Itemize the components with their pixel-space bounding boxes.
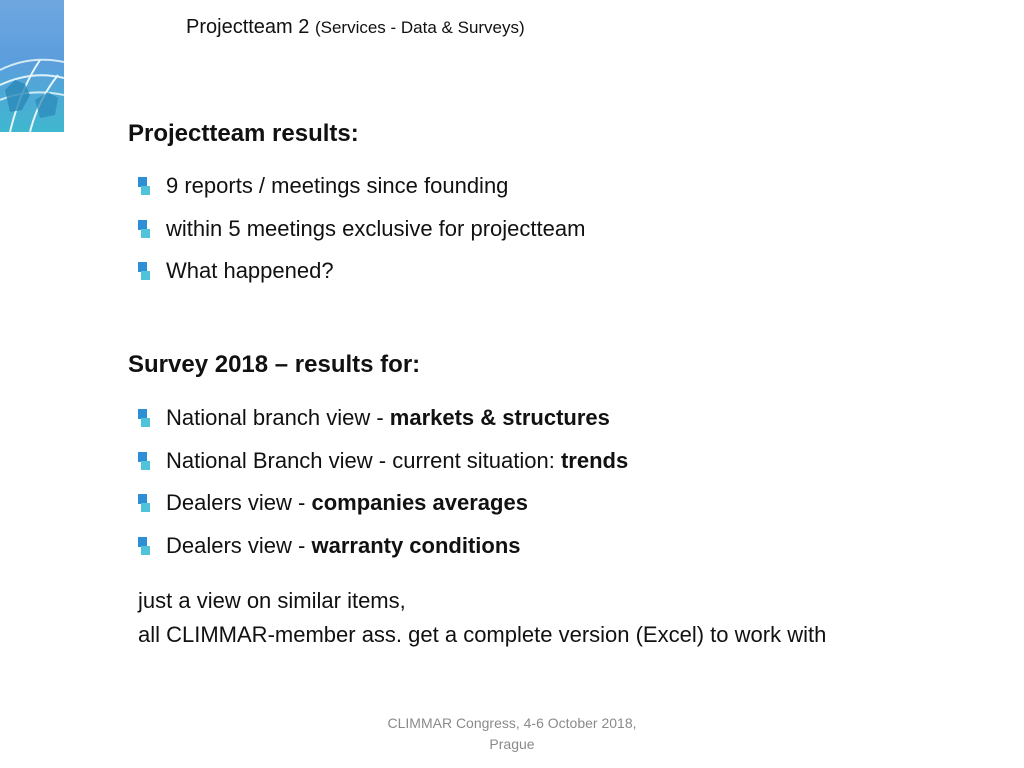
item-emphasis: trends [560, 447, 629, 473]
item-text: What happened? [166, 258, 334, 284]
item-emphasis: warranty conditions [311, 532, 521, 558]
section1-list [138, 165, 585, 293]
section2-heading: Survey 2018 – results for: [128, 351, 421, 378]
item-text: National branch view - markets & structures [166, 405, 610, 431]
item-text: Dealers view - companies averages [166, 490, 528, 516]
footer-line-2: Prague [489, 736, 535, 752]
item-emphasis: markets & structures [389, 405, 610, 431]
note-line-2: all CLIMMAR-member ass. get a complete version (Excel) to work with [138, 622, 827, 647]
title-main: Projectteam 2 [186, 16, 310, 38]
item-emphasis: companies averages [311, 490, 528, 516]
bullet-marker-icon [138, 494, 152, 512]
bullet-marker-icon [138, 452, 152, 470]
section2-list [138, 397, 628, 567]
bullet-marker-icon [138, 409, 152, 427]
footer [360, 713, 664, 755]
slide-title [186, 16, 525, 39]
bullet-marker-icon [138, 537, 152, 555]
footer-line-1: CLIMMAR Congress, 4-6 October 2018, [387, 715, 637, 731]
list-item [138, 165, 585, 208]
list-item [138, 482, 628, 525]
note-text [138, 584, 826, 652]
item-text: within 5 meetings exclusive for projectteam [166, 215, 586, 241]
list-item [138, 397, 628, 440]
globe-logo-icon [0, 0, 64, 132]
bullet-marker-icon [138, 177, 152, 195]
bullet-marker-icon [138, 262, 152, 280]
list-item [138, 440, 628, 483]
list-item [138, 525, 628, 568]
note-line-1: just a view on similar items, [138, 588, 406, 613]
list-item [138, 208, 585, 251]
title-sub: (Services - Data & Surveys) [314, 18, 525, 37]
list-item [138, 250, 585, 293]
item-text: National Branch view - current situation: trends [166, 447, 629, 473]
section1-heading: Projectteam results: [128, 120, 359, 147]
item-text: Dealers view - warranty conditions [166, 532, 521, 558]
item-text: 9 reports / meetings since founding [166, 173, 509, 199]
bullet-marker-icon [138, 220, 152, 238]
